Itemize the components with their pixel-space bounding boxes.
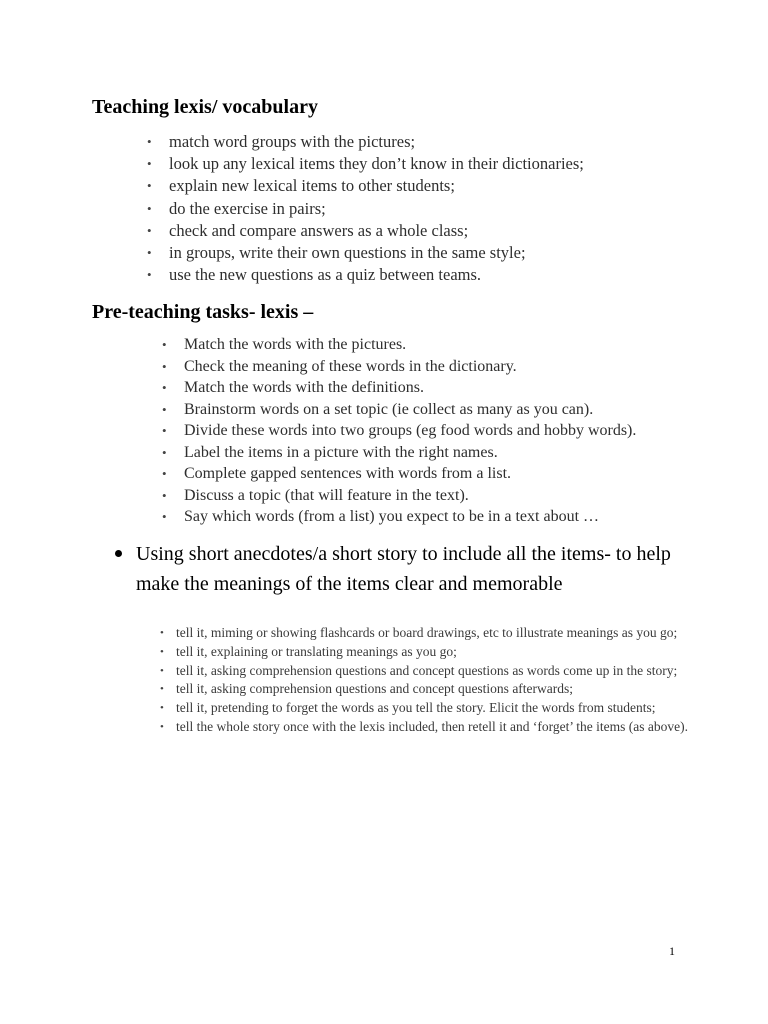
anecdote-bullet-text: Using short anecdotes/a short story to include all the items- to help make the meanings of the items clear and memorable (136, 543, 671, 595)
list-item (145, 153, 584, 175)
list-item (160, 399, 636, 421)
bullet-icon: • (160, 645, 164, 658)
list-item-text: Brainstorm words on a set topic (ie collect as many as you can). (184, 400, 594, 418)
bullet-icon: • (162, 444, 167, 460)
list-item-text: Match the words with the pictures. (184, 336, 407, 353)
bullet-icon: • (147, 267, 152, 283)
list-item-text: Discuss a topic (that will feature in the text). (184, 486, 469, 504)
list-item (160, 680, 720, 699)
list-item-text: tell it, pretending to forget the words as you tell the story. Elicit the words from students; (176, 700, 656, 716)
bullet-icon: • (147, 245, 152, 261)
bullet-icon: • (147, 222, 152, 238)
list-item (145, 131, 584, 153)
list-item-text: tell it, explaining or translating meanings as you go; (176, 643, 457, 659)
page-number: 1 (669, 944, 675, 958)
anecdote-bullet (115, 540, 675, 599)
list-item (160, 624, 720, 643)
bullet-icon: • (160, 720, 164, 733)
list-item-text: tell the whole story once with the lexis included, then retell it and ‘forget’ the items (as above). (176, 718, 688, 734)
list-item-text: Check the meaning of these words in the dictionary. (184, 357, 517, 375)
list-item-text: look up any lexical items they don’t know in their dictionaries; (169, 154, 584, 174)
bullet-icon: • (147, 134, 152, 149)
list-item (145, 242, 584, 264)
bullet-icon: • (162, 358, 167, 374)
list-item-text: in groups, write their own questions in the same style; (169, 243, 526, 263)
list-item (160, 377, 636, 399)
list-item-text: use the new questions as a quiz between teams. (169, 265, 482, 285)
list-item-text: explain new lexical items to other students; (169, 176, 455, 196)
bullet-icon: • (162, 509, 167, 524)
bullet-icon: • (162, 380, 167, 395)
bullet-icon (115, 550, 122, 557)
bullet-icon: • (160, 702, 164, 715)
list-item-text: Match the words with the definitions. (184, 379, 424, 396)
list-item (160, 643, 720, 662)
list-item-text: match word groups with the pictures; (169, 132, 416, 151)
section-heading-teaching-lexis: Teaching lexis/ vocabulary (92, 96, 318, 118)
bullet-icon: • (162, 401, 167, 417)
section-heading-pre-teaching: Pre-teaching tasks- lexis – (92, 301, 314, 323)
list-item (145, 220, 584, 242)
list-item-text: do the exercise in pairs; (169, 198, 326, 218)
teaching-lexis-list (145, 131, 584, 286)
list-item-text: check and compare answers as a whole class; (169, 220, 469, 240)
bullet-icon: • (147, 178, 152, 194)
bullet-icon: • (162, 337, 167, 352)
list-item (160, 718, 720, 737)
list-item (160, 463, 636, 485)
list-item-text: tell it, asking comprehension questions and concept questions as words come up in the story; (176, 662, 678, 678)
list-item-text: tell it, asking comprehension questions and concept questions afterwards; (176, 681, 574, 697)
list-item-text: Divide these words into two groups (eg food words and hobby words). (184, 422, 637, 439)
list-item (145, 264, 584, 286)
bullet-icon: • (160, 627, 164, 639)
list-item (160, 334, 636, 356)
list-item (145, 198, 584, 220)
bullet-icon: • (162, 487, 167, 503)
bullet-icon: • (162, 423, 167, 438)
list-item (160, 662, 720, 681)
bullet-icon: • (162, 466, 167, 481)
list-item-text: Complete gapped sentences with words from a list. (184, 465, 512, 482)
list-item-text: Label the items in a picture with the right names. (184, 443, 498, 461)
list-item (160, 420, 636, 442)
list-item-text: tell it, miming or showing flashcards or board drawings, etc to illustrate meanings as you go; (176, 625, 678, 640)
pre-teaching-list (160, 334, 636, 528)
story-technique-list (160, 624, 720, 737)
list-item (160, 699, 720, 718)
bullet-icon: • (147, 156, 152, 172)
list-item (160, 506, 636, 528)
bullet-icon: • (160, 683, 164, 696)
list-item (160, 442, 636, 464)
bullet-icon: • (147, 200, 152, 216)
bullet-icon: • (160, 664, 164, 677)
list-item (145, 175, 584, 197)
list-item-text: Say which words (from a list) you expect to be in a text about … (184, 508, 600, 525)
list-item (160, 485, 636, 507)
list-item (160, 356, 636, 378)
